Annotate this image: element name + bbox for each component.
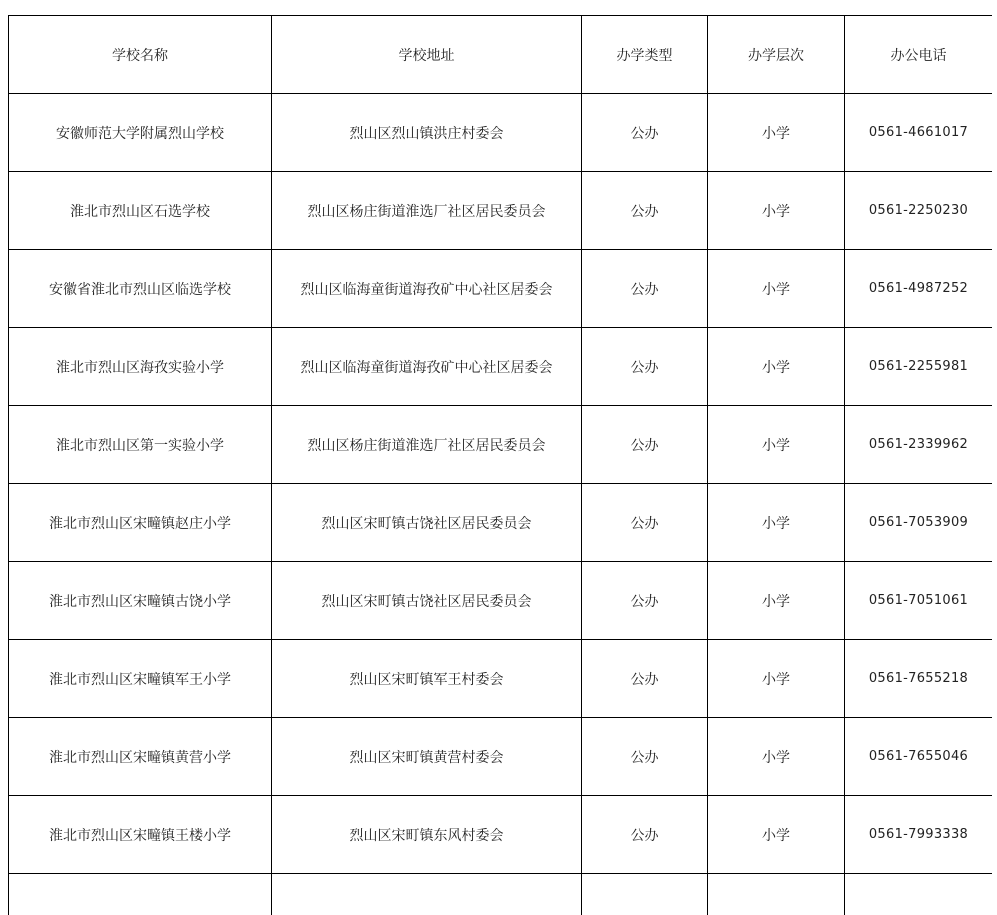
cell-school-type: 公办 [582, 406, 708, 484]
header-school-type: 办学类型 [582, 16, 708, 94]
cell-school-level: 小学 [708, 640, 845, 718]
cell-school-type: 公办 [582, 718, 708, 796]
cell-school-level: 小学 [708, 562, 845, 640]
cell-office-phone: 0561-7051061 [845, 562, 993, 640]
cell-office-phone: 0561-2250230 [845, 172, 993, 250]
cell-school-level: 小学 [708, 172, 845, 250]
cell-office-phone: 0561-2339962 [845, 406, 993, 484]
cell-school-address: 烈山区宋町镇东风村委会 [272, 796, 582, 874]
cell-office-phone: 0561-7655046 [845, 718, 993, 796]
cell-school-level: 小学 [708, 484, 845, 562]
cell-school-address: 烈山区临海童街道海孜矿中心社区居委会 [272, 250, 582, 328]
cell-school-type: 公办 [582, 796, 708, 874]
table-row [9, 328, 993, 406]
cell-school-type: 公办 [582, 94, 708, 172]
cell-school-name [9, 874, 272, 915]
cell-school-address: 烈山区杨庄街道淮选厂社区居民委员会 [272, 406, 582, 484]
cell-school-name: 淮北市烈山区宋疃镇军王小学 [9, 640, 272, 718]
cell-school-level: 小学 [708, 328, 845, 406]
cell-office-phone: 0561-4987252 [845, 250, 993, 328]
cell-school-name: 淮北市烈山区宋疃镇王楼小学 [9, 796, 272, 874]
cell-school-level: 小学 [708, 406, 845, 484]
cell-office-phone: 0561-7053909 [845, 484, 993, 562]
cell-school-level [708, 874, 845, 915]
cell-school-address: 烈山区烈山镇洪庄村委会 [272, 94, 582, 172]
cell-school-type: 公办 [582, 562, 708, 640]
cell-school-type: 公办 [582, 640, 708, 718]
table-row [9, 406, 993, 484]
cell-school-type [582, 874, 708, 915]
cell-school-type: 公办 [582, 250, 708, 328]
table-row [9, 874, 993, 915]
cell-school-address [272, 874, 582, 915]
cell-office-phone: 0561-4661017 [845, 94, 993, 172]
cell-school-address: 烈山区杨庄街道淮选厂社区居民委员会 [272, 172, 582, 250]
cell-school-name: 淮北市烈山区石选学校 [9, 172, 272, 250]
cell-school-name: 安徽师范大学附属烈山学校 [9, 94, 272, 172]
header-school-level: 办学层次 [708, 16, 845, 94]
cell-office-phone: 0561-7993338 [845, 796, 993, 874]
cell-office-phone: 0561-7655218 [845, 640, 993, 718]
table-row [9, 484, 993, 562]
cell-school-type: 公办 [582, 172, 708, 250]
cell-school-level: 小学 [708, 796, 845, 874]
cell-school-name: 淮北市烈山区宋疃镇黄营小学 [9, 718, 272, 796]
cell-school-name: 淮北市烈山区宋疃镇赵庄小学 [9, 484, 272, 562]
cell-school-name: 淮北市烈山区第一实验小学 [9, 406, 272, 484]
cell-school-level: 小学 [708, 718, 845, 796]
cell-school-name: 安徽省淮北市烈山区临选学校 [9, 250, 272, 328]
cell-school-address: 烈山区宋町镇黄营村委会 [272, 718, 582, 796]
table-row [9, 172, 993, 250]
table-row [9, 94, 993, 172]
table-row [9, 796, 993, 874]
cell-office-phone [845, 874, 993, 915]
header-office-phone: 办公电话 [845, 16, 993, 94]
cell-school-level: 小学 [708, 94, 845, 172]
cell-school-name: 淮北市烈山区宋疃镇古饶小学 [9, 562, 272, 640]
header-school-name: 学校名称 [9, 16, 272, 94]
table-header-row [9, 16, 993, 94]
table-row [9, 562, 993, 640]
school-table-sheet [8, 15, 992, 915]
cell-school-name: 淮北市烈山区海孜实验小学 [9, 328, 272, 406]
cell-school-type: 公办 [582, 328, 708, 406]
cell-school-address: 烈山区宋町镇军王村委会 [272, 640, 582, 718]
cell-office-phone: 0561-2255981 [845, 328, 993, 406]
table-row [9, 250, 993, 328]
table-row [9, 718, 993, 796]
cell-school-address: 烈山区宋町镇古饶社区居民委员会 [272, 562, 582, 640]
school-table [8, 15, 992, 915]
table-row [9, 640, 993, 718]
cell-school-type: 公办 [582, 484, 708, 562]
cell-school-address: 烈山区宋町镇古饶社区居民委员会 [272, 484, 582, 562]
header-school-address: 学校地址 [272, 16, 582, 94]
cell-school-level: 小学 [708, 250, 845, 328]
cell-school-address: 烈山区临海童街道海孜矿中心社区居委会 [272, 328, 582, 406]
